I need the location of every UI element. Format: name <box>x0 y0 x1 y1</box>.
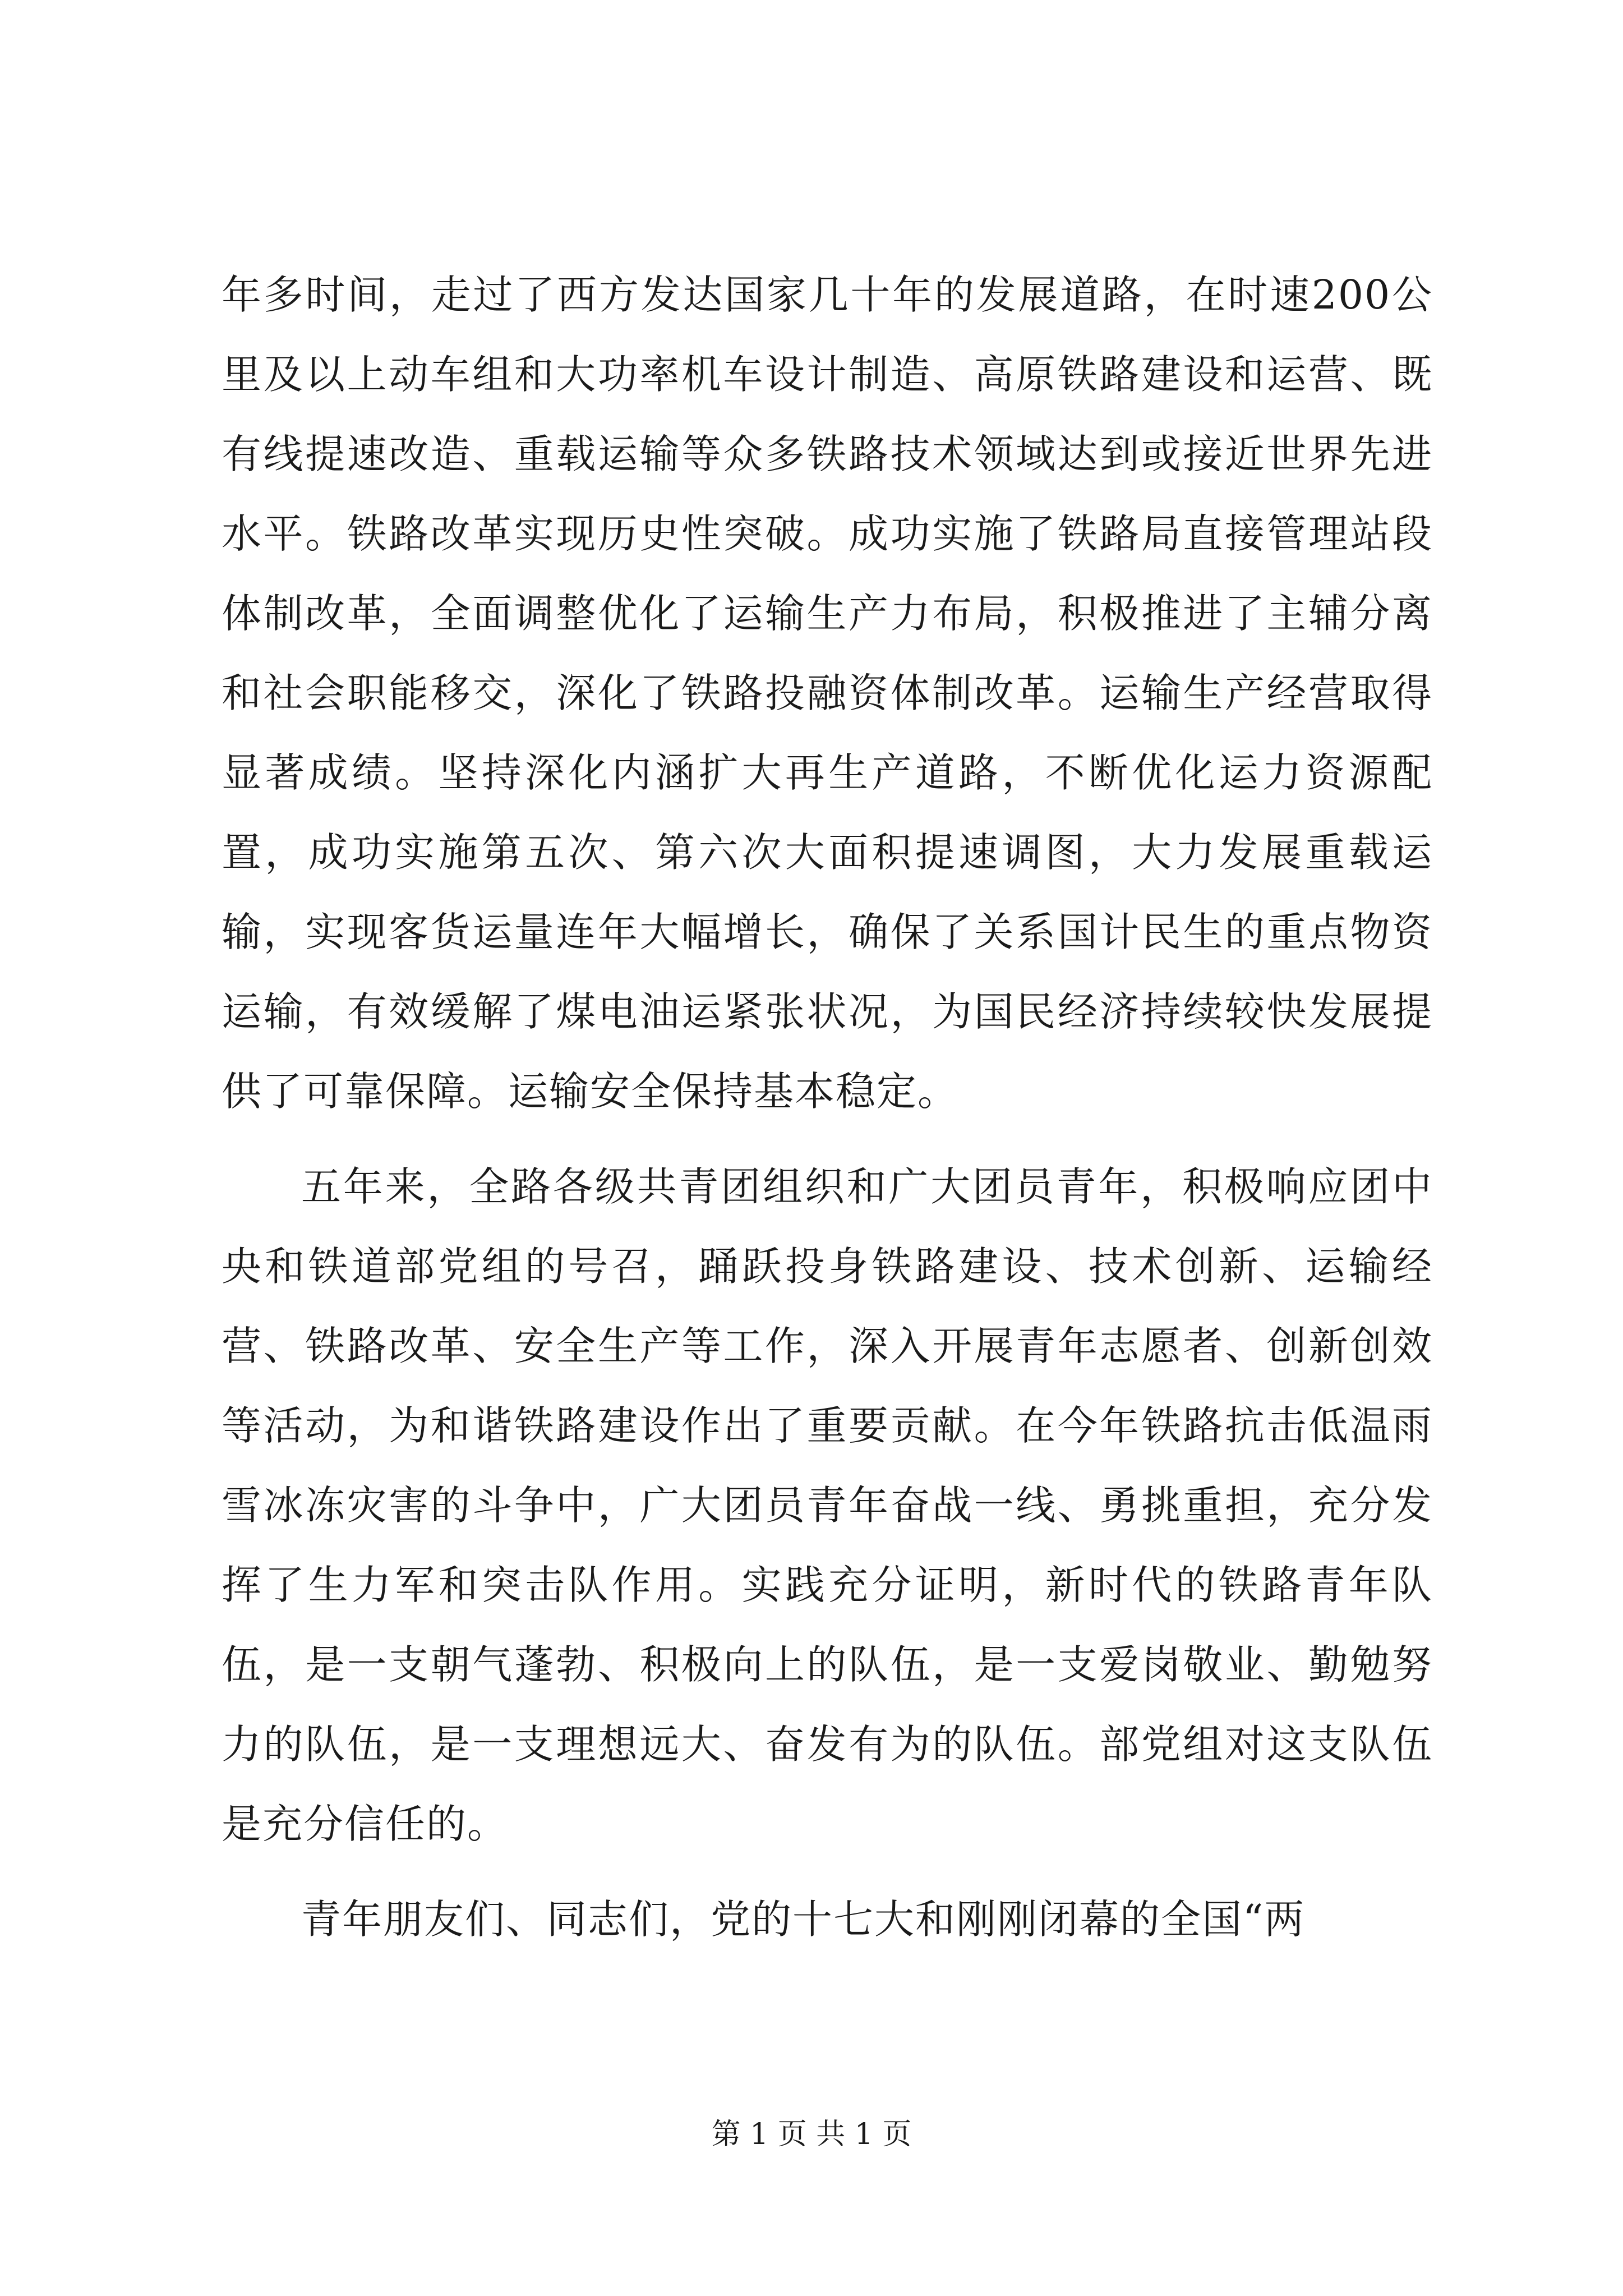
page-footer <box>0 2115 1623 2154</box>
paragraph-2: 五年来，全路各级共青团组织和广大团员青年，积极响应团中央和铁道部党组的号召，踊跃投身铁路建设、技术创新、运输经营、铁路改革、安全生产等工作，深入开展青年志愿者、创新创效等活动，为和谐铁路建设作出了重要贡献。在今年铁路抗击低温雨雪冰冻灾害的斗争中，广大团员青年奋战一线、勇挑重担，充分发挥了生力军和突击队作用。实践充分证明，新时代的铁路青年队伍，是一支朝气蓬勃、积极向上的队伍，是一支爱岗敬业、勤勉努力的队伍，是一支理想远大、奋发有为的队伍。部党组对这支队伍是充分信任的。 <box>222 1163 1433 1847</box>
page-number-label: 第 1 页 共 1 页 <box>711 2118 912 2151</box>
paragraph-1: 年多时间，走过了西方发达国家几十年的发展道路，在时速200公里及以上动车组和大功率机车设计制造、高原铁路建设和运营、既有线提速改造、重载运输等众多铁路技术领域达到或接近世界先进水平。铁路改革实现历史性突破。成功实施了铁路局直接管理站段体制改革，全面调整优化了运输生产力布局，积极推进了主辅分离和社会职能移交，深化了铁路投融资体制改革。运输生产经营取得显著成绩。坚持深化内涵扩大再生产道路，不断优化运力资源配置，成功实施第五次、第六次大面积提速调图，大力发展重载运输，实现客货运量连年大幅增长，确保了关系国计民生的重点物资运输，有效缓解了煤电油运紧张状况，为国民经济持续较快发展提供了可靠保障。运输安全保持基本稳定。 <box>222 272 1433 1115</box>
document-body <box>222 255 1433 1959</box>
paragraph-3: 青年朋友们、同志们，党的十七大和刚刚闭幕的全国“两 <box>301 1896 1306 1943</box>
